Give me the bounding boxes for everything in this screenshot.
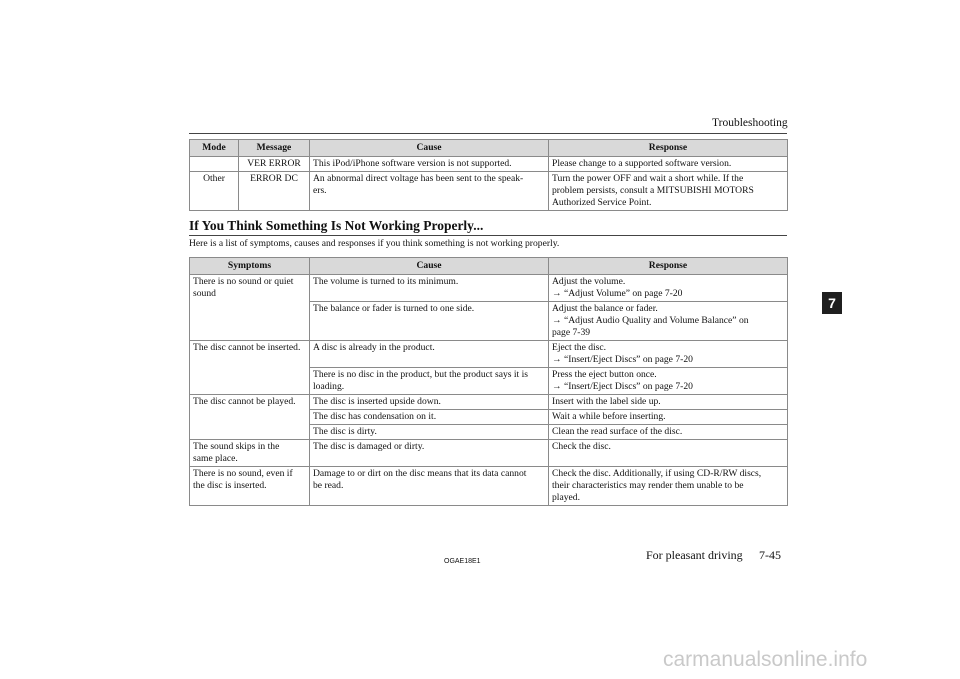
response-cell: Adjust the balance or fader. → “Adjust Audio Quality and Volume Balance” on page 7-39 — [549, 302, 788, 341]
table-row — [190, 172, 788, 211]
response-cell: Check the disc. — [549, 440, 788, 467]
table-row — [190, 275, 788, 302]
symptom-cell: The sound skips in the same place. — [190, 440, 310, 467]
header-cause: Cause — [310, 258, 549, 275]
response-cell: Eject the disc. → “Insert/Eject Discs” on page 7-20 — [549, 341, 788, 368]
document-code: OGAE18E1 — [444, 558, 481, 565]
error-message-table — [189, 139, 788, 211]
response-cell: Press the eject button once. → “Insert/Eject Discs” on page 7-20 — [549, 368, 788, 395]
table-row — [190, 341, 788, 368]
table-row — [190, 467, 788, 506]
symptom-cell: There is no sound, even if the disc is inserted. — [190, 467, 310, 506]
response-cell: Turn the power OFF and wait a short while. If the problem persists, consult a MITSUBISHI MOTORS Authorized Service Point. — [549, 172, 788, 211]
running-header: Troubleshooting — [712, 117, 788, 129]
cause-cell: An abnormal direct voltage has been sent to the speak- ers. — [310, 172, 549, 211]
section-title: If You Think Something Is Not Working Properly... — [189, 218, 484, 233]
header-cause: Cause — [310, 140, 549, 157]
cause-cell: The disc has condensation on it. — [310, 410, 549, 425]
header-message: Message — [239, 140, 310, 157]
section-rule — [189, 235, 787, 236]
symptom-cell: The disc cannot be played. — [190, 395, 310, 440]
cause-cell: A disc is already in the product. — [310, 341, 549, 368]
footer-page-number: 7-45 — [759, 548, 781, 562]
cause-cell: Damage to or dirt on the disc means that its data cannot be read. — [310, 467, 549, 506]
troubleshooting-table — [189, 257, 788, 506]
message-cell: VER ERROR — [239, 157, 310, 172]
response-cell: Adjust the volume. → “Adjust Volume” on page 7-20 — [549, 275, 788, 302]
mode-cell — [190, 157, 239, 172]
footer-chapter: For pleasant driving — [646, 548, 743, 562]
table-row — [190, 157, 788, 172]
table-row — [190, 440, 788, 467]
symptom-cell: The disc cannot be inserted. — [190, 341, 310, 395]
cause-cell: The disc is damaged or dirty. — [310, 440, 549, 467]
cause-cell: The volume is turned to its minimum. — [310, 275, 549, 302]
cause-cell: The balance or fader is turned to one side. — [310, 302, 549, 341]
symptom-cell: There is no sound or quiet sound — [190, 275, 310, 341]
response-cell: Please change to a supported software version. — [549, 157, 788, 172]
response-cell: Clean the read surface of the disc. — [549, 425, 788, 440]
chapter-tab: 7 — [822, 292, 842, 314]
cause-cell: The disc is inserted upside down. — [310, 395, 549, 410]
response-cell: Insert with the label side up. — [549, 395, 788, 410]
cause-cell: The disc is dirty. — [310, 425, 549, 440]
table-row — [190, 395, 788, 410]
header-response: Response — [549, 140, 788, 157]
response-cell: Wait a while before inserting. — [549, 410, 788, 425]
cause-cell: This iPod/iPhone software version is not supported. — [310, 157, 549, 172]
header-mode: Mode — [190, 140, 239, 157]
header-response: Response — [549, 258, 788, 275]
message-cell: ERROR DC — [239, 172, 310, 211]
header-symptoms: Symptoms — [190, 258, 310, 275]
table-header-row — [190, 258, 788, 275]
mode-cell: Other — [190, 172, 239, 211]
cause-cell: There is no disc in the product, but the product says it is loading. — [310, 368, 549, 395]
response-cell: Check the disc. Additionally, if using CD-R/RW discs, their characteristics may render them unable to be played. — [549, 467, 788, 506]
watermark-text: carmanualsonline.info — [663, 648, 868, 671]
section-intro: Here is a list of symptoms, causes and responses if you think something is not working properly. — [189, 238, 560, 249]
table-header-row — [190, 140, 788, 157]
header-rule — [189, 133, 787, 134]
